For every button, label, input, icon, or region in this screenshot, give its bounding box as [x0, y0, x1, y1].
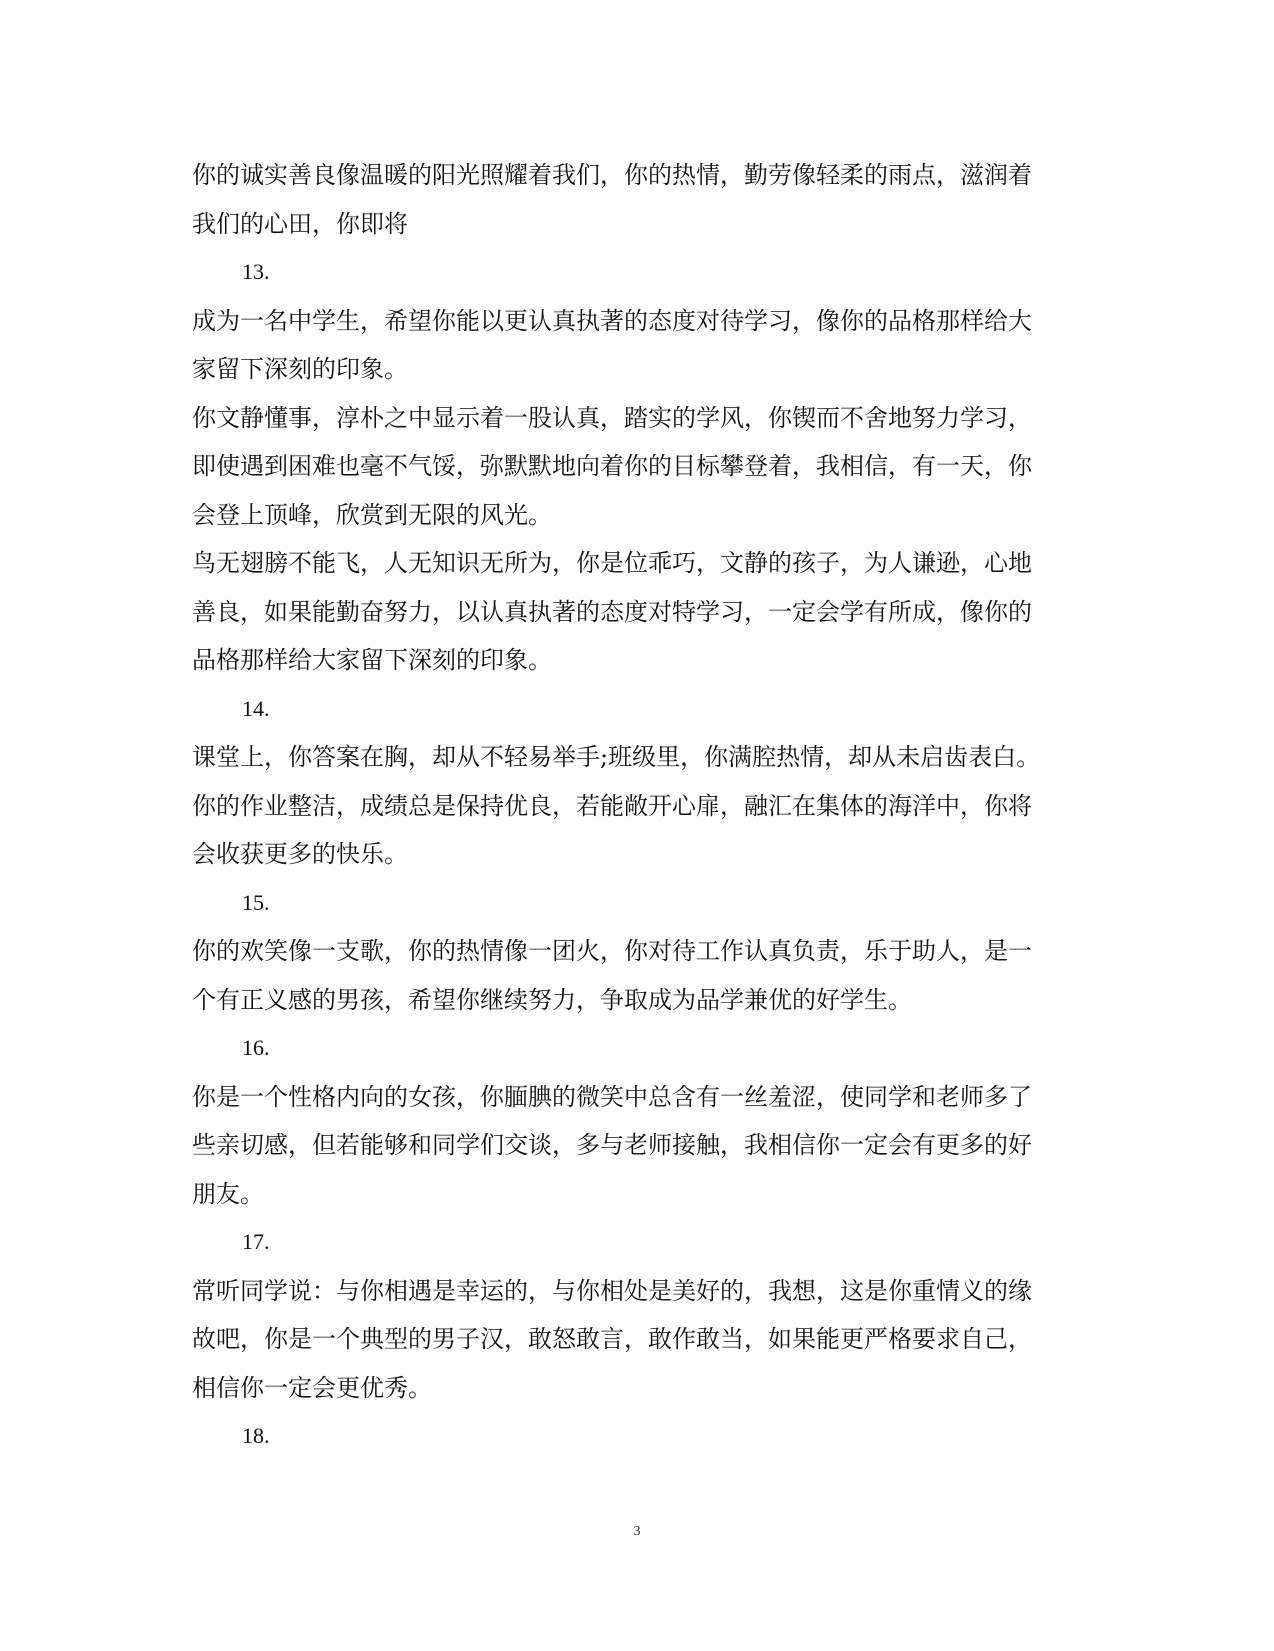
paragraph	[192, 733, 1068, 879]
text-line: 你的诚实善良像温暖的阳光照耀着我们，你的热情，勤劳像轻柔的雨点，滋润着	[192, 161, 1032, 189]
text-line: 常听同学说：与你相遇是幸运的，与你相处是美好的，我想，这是你重情义的缘	[192, 1276, 1032, 1305]
document-body	[192, 151, 1068, 1461]
text-line: 相信你一定会更优秀。	[192, 1373, 432, 1402]
paragraph	[192, 151, 1068, 248]
paragraph	[192, 539, 1068, 685]
item-number: 14.	[242, 695, 270, 721]
text-line: 些亲切感，但若能够和同学们交谈，多与老师接触，我相信你一定会有更多的好	[192, 1131, 1032, 1159]
item-number: 13.	[242, 259, 270, 284]
page-number: 3	[633, 1524, 641, 1539]
text-line: 课堂上，你答案在胸，却从不轻易举手;班级里，你满腔热情，却从未启齿表白。	[192, 743, 1041, 771]
text-line: 品格那样给大家留下深刻的印象。	[192, 646, 552, 674]
text-line: 善良，如果能勤奋努力，以认真执著的态度对特学习，一定会学有所成，像你的	[192, 597, 1032, 626]
text-line: 故吧，你是一个典型的男子汉，敢怒敢言，敢作敢当，如果能更严格要求自己，	[192, 1325, 1032, 1353]
text-line: 会登上顶峰，欣赏到无限的风光。	[192, 500, 552, 529]
text-line: 你的欢笑像一支歌，你的热情像一团火，你对待工作认真负责，乐于助人，是一	[192, 937, 1032, 965]
text-line: 你是一个性格内向的女孩，你腼腆的微笑中总含有一丝羞涩，使同学和老师多了	[192, 1082, 1032, 1111]
paragraph	[192, 1267, 1068, 1413]
item-number: 15.	[242, 889, 270, 915]
text-line: 你的作业整洁，成绩总是保持优良，若能敞开心扉，融汇在集体的海洋中，你将	[192, 791, 1032, 820]
item-number: 18.	[242, 1423, 270, 1448]
text-line: 即使遇到困难也毫不气馁，弥默默地向着你的目标攀登着，我相信，有一天，你	[192, 452, 1032, 480]
text-line: 家留下深刻的印象。	[192, 355, 408, 383]
paragraph	[192, 1073, 1068, 1219]
item-number: 17.	[242, 1229, 270, 1254]
text-line: 鸟无翅膀不能飞，人无知识无所为，你是位乖巧，文静的孩子，为人谦逊，心地	[192, 549, 1032, 577]
paragraph	[192, 394, 1068, 540]
text-line: 我们的心田，你即将	[192, 209, 408, 238]
text-line: 朋友。	[192, 1179, 264, 1208]
text-line: 你文静懂事，淳朴之中显示着一股认真，踏实的学风，你锲而不舍地努力学习，	[192, 403, 1032, 432]
text-line: 成为一名中学生，希望你能以更认真执著的态度对待学习，像你的品格那样给大	[192, 306, 1032, 335]
paragraph	[192, 297, 1068, 394]
text-line: 会收获更多的快乐。	[192, 840, 408, 868]
text-line: 个有正义感的男孩，希望你继续努力，争取成为品学兼优的好学生。	[192, 985, 912, 1014]
paragraph	[192, 927, 1068, 1024]
item-number: 16.	[242, 1035, 270, 1060]
